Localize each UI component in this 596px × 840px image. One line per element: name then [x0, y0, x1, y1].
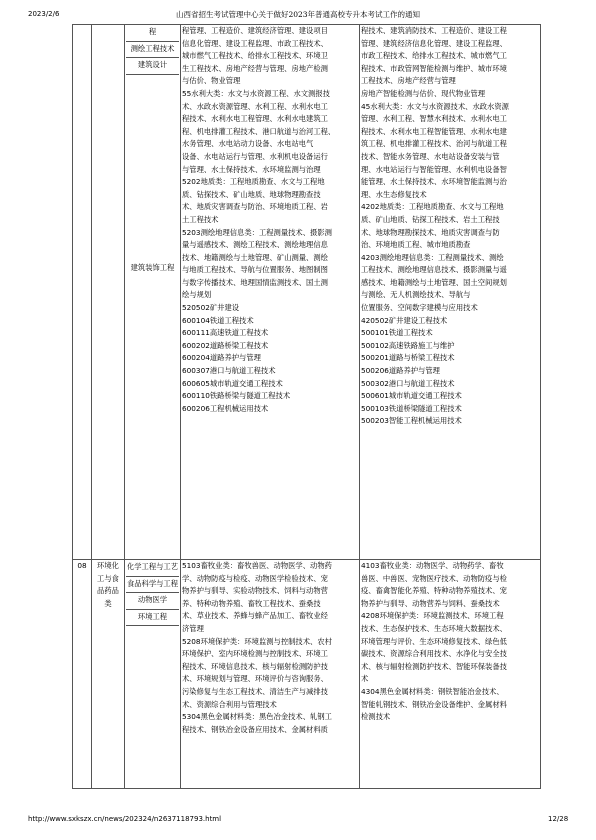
undergrad-major-cell [125, 25, 181, 560]
text-line: 理、水生态修复技术 [361, 189, 427, 199]
list-item: 动物医学 [126, 593, 179, 610]
text-line: 物养护与驯导、动物营养与饲料、蚕桑技术 [361, 598, 500, 608]
table-row [73, 560, 541, 789]
new-catalog-majors-cell [360, 25, 541, 560]
text-line: 与测绘、无人机测绘技术、导航与 [361, 290, 471, 300]
old-catalog-majors-cell [181, 560, 360, 789]
list-item: 程 [126, 25, 179, 42]
text-line: 5203测绘地理信息类：工程测量技术、摄影测 [182, 227, 332, 237]
text-line: 程技术、钢铁冶金设备应用技术、金属材料质 [182, 724, 328, 734]
text-line: 4202地质类：工程地质勘查、水文与工程地 [361, 202, 504, 212]
text-line: 技术、智能水务管理、水电站设备安装与管 [361, 151, 500, 161]
text-line: 绘与规划 [182, 290, 212, 300]
text-line: 信息化管理、建设工程监理、市政工程技术、 [182, 38, 328, 48]
text-line: 术、资源综合利用与管理技术 [182, 699, 277, 709]
text-line: 500102高速铁路施工与维护 [361, 340, 455, 350]
text-line: 筑工程、机电排灌工程技术、治河与航道工程 [361, 139, 507, 149]
text-line: 420502矿井建设工程技术 [361, 315, 448, 325]
text-line: 术、草业技术、养蜂与蜂产品加工、畜牧业经 [182, 611, 328, 621]
text-line: 养、特种动物养殖、畜牧工程技术、蚕桑技 [182, 598, 321, 608]
text-line: 疫、畜禽智能化养殖、特种动物养殖技术、宠 [361, 586, 507, 596]
text-line: 检测技术 [361, 712, 391, 722]
text-line: 600104铁道工程技术 [182, 315, 254, 325]
text-line: 4208环境保护类：环境监测技术、环境工程 [361, 611, 504, 621]
text-line: 污染修复与生态工程技术、清洁生产与减排技 [182, 686, 328, 696]
text-line: 术、水政水资源管理、水利工程、水利水电工 [182, 101, 328, 111]
undergrad-major-cell [125, 560, 181, 789]
text-line: 土工程技术 [182, 214, 219, 224]
text-line: 位置服务、空间数字建模与应用技术 [361, 303, 478, 313]
text-line: 量与遥感技术、测绘工程技术、测绘地理信息 [182, 240, 328, 250]
text-line: 600110铁路桥梁与隧道工程技术 [182, 391, 291, 401]
new-catalog-majors-cell [360, 560, 541, 789]
text-line: 程技术、环境信息技术、核与辐射检测防护技 [182, 661, 328, 671]
text-line: 感技术、地籍测绘与土地管理、国土空间规划 [361, 277, 507, 287]
text-line: 物养护与驯导、实验动物技术、饲料与动物营 [182, 586, 328, 596]
text-line: 与估价、物业管理 [182, 76, 241, 86]
category-line: 环境化 [97, 561, 119, 570]
text-line: 术、核与辐射检测防护技术、智能环保装备技 [361, 661, 507, 671]
text-line: 500206道路养护与管理 [361, 366, 440, 376]
text-line: 设备、水电站运行与管理、水利机电设备运行 [182, 151, 328, 161]
text-line: 500101铁道工程技术 [361, 328, 433, 338]
text-line: 工程技术、测绘地理信息技术、摄影测量与遥 [361, 265, 507, 275]
text-line: 环境保护、室内环境检测与控制技术、环境工 [182, 649, 328, 659]
text-line: 技术、地籍测绘与土地管理、矿山测量、测绘 [182, 252, 328, 262]
text-line: 4304黑色金属材料类：钢铁智能冶金技术、 [361, 686, 504, 696]
text-line: 55水利大类：水文与水资源工程、水文测报技 [182, 88, 330, 98]
old-catalog-majors-cell [181, 25, 360, 560]
text-line: 管理、水利工程、智慧水利技术、水利水电工 [361, 114, 507, 124]
category-line: 工与食 [97, 573, 119, 583]
text-line: 质、矿山地质、钻探工程技术、岩土工程技 [361, 214, 500, 224]
text-line: 520502矿井建设 [182, 303, 240, 313]
text-line: 600206工程机械运用技术 [182, 403, 269, 413]
text-line: 学、动物防疫与检疫、动物医学检验技术、宠 [182, 573, 328, 583]
text-line: 5202地质类：工程地质勘查、水文与工程地 [182, 177, 325, 187]
text-line: 治、环境地质工程、城市地质勘查 [361, 240, 471, 250]
list-item: 食品科学与工程 [126, 577, 179, 594]
text-line: 程、机电排灌工程技术、港口航道与治河工程、 [182, 126, 336, 136]
text-line: 兽医、中兽医、宠物医疗技术、动物防疫与检 [361, 573, 507, 583]
text-line: 600605城市轨道交通工程技术 [182, 378, 283, 388]
text-line: 水务管理、水电站动力设备、水电站电气 [182, 139, 314, 149]
category-cell [92, 25, 125, 560]
text-line: 500601城市轨道交通工程技术 [361, 391, 462, 401]
text-line: 5103畜牧业类：畜牧兽医、动物医学、动物药 [182, 561, 332, 570]
text-line: 术、地质灾害调查与防治、环境地质工程、岩 [182, 202, 328, 212]
text-line: 质、钻探技术、矿山地质、地球物理勘查技 [182, 189, 321, 199]
text-line: 术、环境规划与管理、环境评价与咨询服务、 [182, 674, 328, 684]
category-line: 品药品 [97, 586, 119, 596]
text-line: 工程技术、房地产经营与管理 [361, 76, 456, 86]
list-item: 建筑装饰工程 [130, 262, 175, 272]
major-mapping-table [72, 24, 541, 789]
text-line: 市政工程技术、给排水工程技术、城市燃气工 [361, 51, 507, 61]
text-line: 术 [361, 674, 369, 684]
text-line: 600307港口与航道工程技术 [182, 366, 276, 376]
text-line: 程技术、建筑消防技术、工程造价、建设工程 [361, 26, 507, 35]
text-line: 管理、建筑经济信息化管理、建设工程监理、 [361, 38, 507, 48]
text-line: 500103铁道桥梁隧道工程技术 [361, 403, 462, 413]
text-line: 5208环境保护类：环境监测与控制技术、农村 [182, 636, 332, 646]
list-item: 环境工程 [126, 610, 179, 627]
page-url: http://www.sxkszx.cn/news/202324/n2637118793.html [28, 815, 222, 823]
list-item: 测绘工程技术 [126, 42, 179, 59]
table-row [73, 25, 541, 560]
page-title: 山西省招生考试管理中心关于做好2023年普通高校专升本考试工作的通知 [175, 10, 421, 19]
text-line: 程技术、水利水电工程智能管理、水利水电建 [361, 126, 507, 136]
text-line: 碳技术、资源综合利用技术、水净化与安全技 [361, 649, 507, 659]
text-line: 与数字传播技术、地理国情监测技术、国土测 [182, 277, 328, 287]
text-line: 4203测绘地理信息类：工程测量技术、测绘 [361, 252, 504, 262]
text-line: 500203智能工程机械运用技术 [361, 416, 462, 426]
text-line: 术、地球物理勘探技术、地质灾害调查与防 [361, 227, 500, 237]
list-item: 化学工程与工艺 [126, 560, 179, 577]
text-line: 5304黑色金属材料类：黑色冶金技术、轧钢工 [182, 712, 332, 722]
text-line: 生工程技术、房地产经营与管理、房地产检测 [182, 63, 328, 73]
text-line: 城市燃气工程技术、给排水工程技术、环境卫 [182, 51, 328, 61]
text-line: 程技术、市政管网智能检测与维护、城市环境 [361, 63, 507, 73]
category-cell [92, 560, 125, 789]
list-item: 建筑设计 [126, 58, 179, 75]
text-line: 智能轧钢技术、钢铁冶金设备维护、金属材料 [361, 699, 507, 709]
text-line: 程技术、水利水电工程管理、水利水电建筑工 [182, 114, 328, 124]
text-line: 济管理 [182, 623, 204, 633]
text-line: 500201道路与桥梁工程技术 [361, 353, 455, 363]
print-date: 2023/2/6 [28, 10, 60, 18]
text-line: 程管理、工程造价、建筑经济管理、建设项目 [182, 26, 328, 35]
row-number-cell [73, 25, 92, 560]
text-line: 与管理、水土保持技术、水环境监测与治理 [182, 164, 321, 174]
row-number: 08 [73, 560, 92, 789]
text-line: 技术、生态保护技术、生态环境大数据技术、 [361, 623, 507, 633]
text-line: 600204道路养护与管理 [182, 353, 261, 363]
text-line: 环境管理与评价、生态环境修复技术、绿色低 [361, 636, 507, 646]
text-line: 500302港口与航道工程技术 [361, 378, 455, 388]
text-line: 4103畜牧业类：动物医学、动物药学、畜牧 [361, 561, 504, 570]
text-line: 能管理、水土保持技术、水环境智能监测与治 [361, 177, 507, 187]
page-number: 12/28 [548, 815, 569, 823]
text-line: 600111高速铁道工程技术 [182, 328, 269, 338]
category-line: 类 [104, 598, 112, 608]
text-line: 与地质工程技术、导航与位置服务、地图制图 [182, 265, 328, 275]
text-line: 45水利大类：水文与水资源技术、水政水资源 [361, 101, 509, 111]
text-line: 理、水电站运行与智能管理、水利机电设备智 [361, 164, 507, 174]
text-line: 房地产智能检测与估价、现代物业管理 [361, 88, 486, 98]
text-line: 600202道路桥梁工程技术 [182, 340, 269, 350]
